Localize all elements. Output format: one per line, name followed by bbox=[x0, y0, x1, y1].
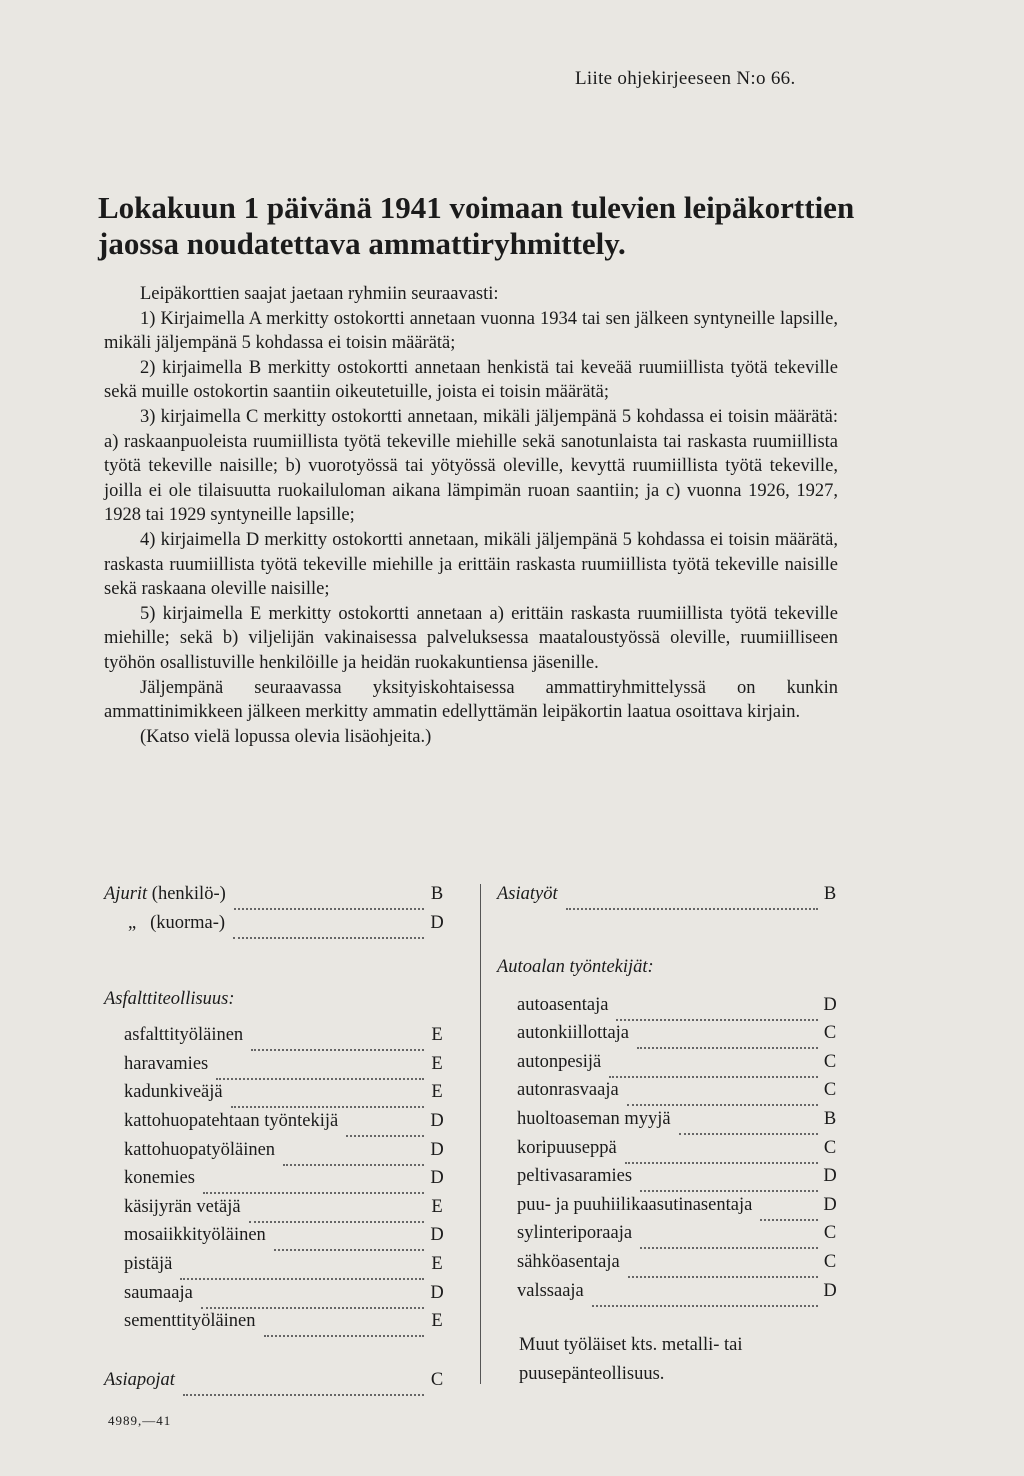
card-class: C bbox=[823, 1051, 837, 1072]
list-item bbox=[497, 1195, 842, 1224]
card-class: D bbox=[430, 1139, 444, 1160]
occupation-name: mosaiikkityöläinen bbox=[124, 1225, 266, 1246]
card-class: E bbox=[431, 1196, 443, 1217]
paragraph-group-e: 5) kirjaimella E merkitty ostokortti annetaan a) erittäin raskasta ruumiillista työtä tekeville miehille; sekä b) viljelijän vakinaisessa palveluksessa maataloustyössä oleville, ruumiilliseen työhön osallistuville henkilöille ja heidän ruokakuntiensa jäsenille. bbox=[104, 603, 838, 673]
category-label: Asiapojat bbox=[104, 1369, 175, 1390]
ditto-mark: „ bbox=[128, 912, 137, 933]
occupation-name: konemies bbox=[124, 1168, 195, 1189]
dot-leader bbox=[180, 1254, 424, 1280]
dot-leader bbox=[234, 884, 424, 910]
card-class: E bbox=[431, 1025, 443, 1046]
occupation-name: käsijyrän vetäjä bbox=[124, 1196, 241, 1217]
list-item bbox=[497, 1281, 842, 1310]
card-class: D bbox=[823, 1166, 837, 1187]
dot-leader bbox=[592, 1281, 818, 1307]
autoala-list bbox=[497, 995, 842, 1310]
list-item bbox=[497, 1138, 842, 1167]
occupation-name: haravamies bbox=[124, 1053, 209, 1074]
dot-leader bbox=[760, 1195, 818, 1221]
card-class: D bbox=[823, 1194, 837, 1215]
list-item bbox=[497, 1223, 842, 1252]
dot-leader bbox=[201, 1283, 424, 1309]
occupation-name: kattohuopatyöläinen bbox=[124, 1139, 276, 1160]
category-sublabel: (kuorma-) bbox=[150, 912, 226, 933]
right-column bbox=[497, 884, 842, 1389]
paragraph-intro: Leipäkorttien saajat jaetaan ryhmiin seuraavasti: bbox=[140, 284, 499, 304]
card-class: E bbox=[431, 1053, 443, 1074]
list-item bbox=[104, 913, 454, 942]
dot-leader bbox=[679, 1109, 818, 1135]
list-item bbox=[104, 1197, 454, 1226]
card-class: E bbox=[431, 1082, 443, 1103]
list-item bbox=[104, 1025, 454, 1054]
list-item bbox=[497, 884, 842, 913]
dot-leader bbox=[233, 913, 424, 939]
category-sublabel: (henkilö-) bbox=[151, 884, 226, 904]
list-item bbox=[104, 1370, 454, 1399]
occupation-name: autoasentaja bbox=[517, 994, 609, 1015]
card-class: C bbox=[823, 1251, 837, 1272]
list-item bbox=[104, 1225, 454, 1254]
occupation-name: asfalttityöläinen bbox=[124, 1025, 244, 1046]
occupation-name: kattohuopatehtaan työntekijä bbox=[124, 1110, 339, 1131]
dot-leader bbox=[251, 1025, 424, 1051]
column-divider bbox=[480, 884, 481, 1384]
occupation-name: saumaaja bbox=[124, 1282, 193, 1303]
occupation-name: autonrasvaaja bbox=[517, 1080, 619, 1101]
card-class: C bbox=[823, 1137, 837, 1158]
occupation-name: huoltoaseman myyjä bbox=[517, 1108, 671, 1129]
category-label: Ajurit bbox=[104, 884, 148, 904]
dot-leader bbox=[264, 1311, 424, 1337]
section-heading: Asfalttiteollisuus: bbox=[104, 989, 235, 1010]
list-item bbox=[104, 1140, 454, 1169]
list-item bbox=[104, 1283, 454, 1312]
dot-leader bbox=[274, 1225, 424, 1251]
occupation-name: kadunkiveäjä bbox=[124, 1082, 223, 1103]
list-item bbox=[104, 1111, 454, 1140]
occupation-name: peltivasaramies bbox=[517, 1166, 633, 1187]
card-class: B bbox=[823, 1108, 837, 1129]
dot-leader bbox=[216, 1054, 424, 1080]
dot-leader bbox=[609, 1052, 818, 1078]
occupation-name: sähköasentaja bbox=[517, 1251, 620, 1272]
list-item bbox=[104, 1168, 454, 1197]
list-item bbox=[104, 1254, 454, 1283]
dot-leader bbox=[637, 1023, 818, 1049]
dot-leader bbox=[231, 1082, 424, 1108]
print-code: 4989,—41 bbox=[108, 1413, 172, 1428]
list-item bbox=[497, 1023, 842, 1052]
occupation-name: sylinteriporaaja bbox=[517, 1223, 633, 1244]
card-class: B bbox=[823, 884, 837, 904]
header-reference: Liite ohjekirjeeseen N:o 66. bbox=[575, 68, 796, 89]
occupation-name: autonkiillottaja bbox=[517, 1023, 630, 1044]
card-class: D bbox=[823, 994, 837, 1015]
card-class: C bbox=[430, 1369, 444, 1390]
list-item bbox=[104, 884, 454, 913]
dot-leader bbox=[628, 1252, 818, 1278]
occupation-name: koripuuseppä bbox=[517, 1137, 617, 1158]
dot-leader bbox=[625, 1138, 818, 1164]
dot-leader bbox=[203, 1168, 424, 1194]
dot-leader bbox=[183, 1370, 424, 1396]
dot-leader bbox=[627, 1080, 818, 1106]
paragraph-group-a: 1) Kirjaimella A merkitty ostokortti annetaan vuonna 1934 tai sen jälkeen syntyneille lapsille, mikäli jäljempänä 5 kohdassa ei toisin määrätä; bbox=[104, 308, 838, 354]
list-item bbox=[497, 1252, 842, 1281]
dot-leader bbox=[249, 1197, 424, 1223]
card-class: D bbox=[430, 1282, 444, 1303]
card-class: D bbox=[430, 1110, 444, 1131]
list-item bbox=[104, 1054, 454, 1083]
dot-leader bbox=[640, 1223, 818, 1249]
list-item bbox=[497, 1109, 842, 1138]
occupation-name: puu- ja puuhiilikaasutinasentaja bbox=[517, 1194, 753, 1215]
paragraph-see-also: (Katso vielä lopussa olevia lisäohjeita.) bbox=[140, 726, 432, 747]
card-class: E bbox=[431, 1253, 443, 1274]
paragraph-explanation: Jäljempänä seuraavassa yksityiskohtaisessa ammattiryhmittelyssä on kunkin ammattinimikkeen jälkeen merkitty ammatin edellyttämän leipäkortin laatua osoittava kirjain. bbox=[104, 677, 838, 723]
paragraph-group-d: 4) kirjaimella D merkitty ostokortti annetaan, mikäli jäljempänä 5 kohdassa ei toisin määrätä, raskasta ruumiillista työtä tekeville miehille ja erittäin raskasta ruumiillista työtä tekeville naisille sekä raskaana oleville naisille; bbox=[104, 529, 838, 600]
card-class: D bbox=[430, 1225, 444, 1246]
card-class: C bbox=[823, 1223, 837, 1244]
note-text: Muut työläiset kts. metalli- tai puusepänteollisuus. bbox=[519, 1335, 743, 1385]
dot-leader bbox=[283, 1140, 424, 1166]
card-class: C bbox=[823, 1080, 837, 1101]
section-heading: Autoalan työntekijät: bbox=[497, 956, 654, 977]
list-item bbox=[497, 1052, 842, 1081]
card-class: D bbox=[430, 1168, 444, 1189]
occupation-name: valssaaja bbox=[517, 1280, 584, 1301]
card-class: B bbox=[430, 884, 444, 904]
card-class: C bbox=[823, 1023, 837, 1044]
category-label: Asiatyöt bbox=[497, 884, 558, 904]
asfaltti-list bbox=[104, 1025, 454, 1340]
card-class: E bbox=[431, 1311, 443, 1332]
dot-leader bbox=[640, 1166, 818, 1192]
dot-leader bbox=[346, 1111, 424, 1137]
list-item bbox=[104, 1082, 454, 1111]
list-item bbox=[497, 995, 842, 1024]
paragraph-group-c: 3) kirjaimella C merkitty ostokortti annetaan, mikäli jäljempänä 5 kohdassa ei toisin määrätä: a) raskaanpuoleista ruumiillista työtä tekeville miehille sekä sanotunlaista tai raskasta ruumiillista työtä tekeville naisille; b) vuorotyössä tai yötyössä oleville, kevyttä ruumiillista työtä tekeville, joilla ei ole tilaisuutta ruokailuloman aikana lämpimän ruoan saantiin; ja c) vuonna 1926, 1927, 1928 tai 1929 syntyneille lapsille; bbox=[104, 406, 838, 526]
dot-leader bbox=[616, 995, 818, 1021]
paragraph-group-b: 2) kirjaimella B merkitty ostokortti annetaan henkistä tai keveää ruumiillista työtä tekeville sekä muille ostokortin saantiin oikeutetuille, joista ei toisin määrätä; bbox=[104, 357, 838, 403]
body-text bbox=[104, 282, 838, 749]
dot-leader bbox=[566, 884, 818, 910]
left-column bbox=[104, 884, 454, 1398]
list-item bbox=[104, 1311, 454, 1340]
occupation-name: autonpesijä bbox=[517, 1051, 602, 1072]
card-class: D bbox=[823, 1280, 837, 1301]
card-class: D bbox=[430, 912, 444, 933]
occupation-name: sementtityöläinen bbox=[124, 1311, 256, 1332]
list-item bbox=[497, 1080, 842, 1109]
occupation-name: pistäjä bbox=[124, 1253, 173, 1274]
document-title: Lokakuun 1 päivänä 1941 voimaan tulevien leipäkorttien jaossa noudatettava ammattiryhmittely. bbox=[98, 190, 855, 261]
list-item bbox=[497, 1166, 842, 1195]
